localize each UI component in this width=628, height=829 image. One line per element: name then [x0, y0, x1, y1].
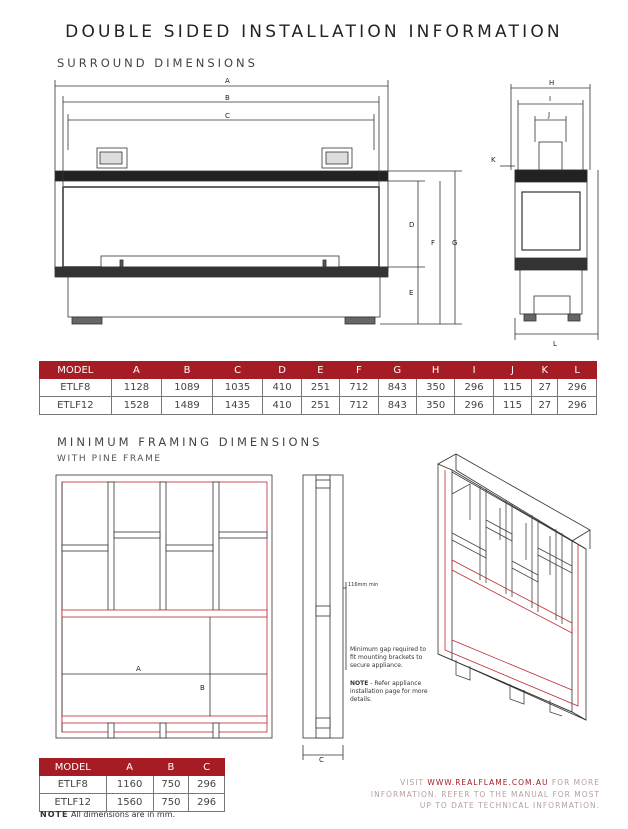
table-row: [40, 794, 225, 812]
footer-note-title: NOTE: [40, 810, 69, 819]
dim-label-l: L: [553, 340, 557, 348]
table-header: A: [106, 759, 153, 776]
gap-label: 116mm min: [348, 582, 379, 588]
table-cell: ETLF12: [40, 794, 107, 812]
table-cell: 296: [455, 397, 493, 415]
framing-note: [350, 680, 432, 704]
table-cell: 750: [153, 776, 189, 794]
table-cell: 296: [558, 397, 597, 415]
table-cell: 1035: [212, 379, 263, 397]
frame-dim-label-a: A: [136, 665, 141, 673]
dim-label-k: K: [491, 156, 496, 164]
table-header: H: [416, 362, 454, 379]
gap-note: Minimum gap required to fit mounting brackets to secure appliance.: [350, 646, 426, 669]
table-header: MODEL: [40, 362, 112, 379]
page-title: DOUBLE SIDED INSTALLATION INFORMATION: [65, 22, 563, 42]
table-row: [40, 776, 225, 794]
table-cell: 1160: [106, 776, 153, 794]
table-cell: 1528: [111, 397, 162, 415]
table-header: MODEL: [40, 759, 107, 776]
table-cell: 27: [532, 397, 558, 415]
frame-dim-label-b: B: [200, 684, 205, 692]
table-cell: 251: [301, 397, 339, 415]
dim-label-d: D: [409, 221, 415, 229]
table-cell: 712: [340, 397, 378, 415]
table-header: G: [378, 362, 416, 379]
table-cell: 843: [378, 397, 416, 415]
table-header: F: [340, 362, 378, 379]
table-cell: 1435: [212, 397, 263, 415]
visit-pre: VISIT: [400, 778, 428, 787]
table-cell: 1560: [106, 794, 153, 812]
table-cell: 27: [532, 379, 558, 397]
dim-label-f: F: [431, 239, 436, 247]
table-cell: 115: [493, 397, 531, 415]
framing-heading: MINIMUM FRAMING DIMENSIONS: [57, 435, 323, 449]
table-header: E: [301, 362, 339, 379]
table-cell: 712: [340, 379, 378, 397]
table-cell: 750: [153, 794, 189, 812]
dim-label-h: H: [549, 79, 555, 87]
table-header-row: [40, 759, 225, 776]
table-header: L: [558, 362, 597, 379]
dim-label-g: G: [452, 239, 458, 247]
table-cell: 296: [455, 379, 493, 397]
dim-label-c: C: [225, 112, 230, 120]
table-cell: 350: [416, 397, 454, 415]
footer-note: [40, 810, 175, 819]
table-cell: 410: [263, 379, 301, 397]
table-cell: 115: [493, 379, 531, 397]
dim-label-a: A: [225, 77, 230, 85]
table-header: J: [493, 362, 531, 379]
table-header: B: [162, 362, 213, 379]
table-header: A: [111, 362, 162, 379]
table-header: K: [532, 362, 558, 379]
table-cell: 1489: [162, 397, 213, 415]
dim-label-e: E: [409, 289, 414, 297]
visit-info: [370, 777, 600, 812]
framing-spec-table: [39, 758, 225, 812]
table-cell: 1128: [111, 379, 162, 397]
framing-subheading: WITH PINE FRAME: [57, 454, 162, 464]
dim-label-j: J: [548, 111, 551, 119]
table-cell: 296: [189, 776, 225, 794]
table-header: C: [189, 759, 225, 776]
table-header: D: [263, 362, 301, 379]
table-cell: 296: [189, 794, 225, 812]
table-cell: 350: [416, 379, 454, 397]
surround-heading: SURROUND DIMENSIONS: [57, 56, 258, 70]
table-cell: 296: [558, 379, 597, 397]
table-cell: 410: [263, 397, 301, 415]
table-header: C: [212, 362, 263, 379]
frame-dim-label-c: C: [319, 756, 324, 764]
footer-note-text: All dimensions are in mm.: [70, 810, 176, 819]
table-cell: 843: [378, 379, 416, 397]
framing-note-title: NOTE: [350, 680, 369, 687]
table-header: I: [455, 362, 493, 379]
table-cell: ETLF8: [40, 776, 107, 794]
dim-label-i: I: [549, 95, 552, 103]
dim-label-b: B: [225, 94, 230, 102]
table-cell: ETLF8: [40, 379, 112, 397]
framing-note-text: - Refer appliance installation page for more details.: [350, 680, 428, 703]
table-header: B: [153, 759, 189, 776]
visit-post: FOR MORE INFORMATION. REFER TO THE MANUAL FOR MOST UP TO DATE TECHNICAL INFORMATION.: [370, 778, 600, 810]
table-cell: 251: [301, 379, 339, 397]
website-link[interactable]: WWW.REALFLAME.COM.AU: [427, 778, 549, 787]
table-cell: 1089: [162, 379, 213, 397]
table-cell: ETLF12: [40, 397, 112, 415]
